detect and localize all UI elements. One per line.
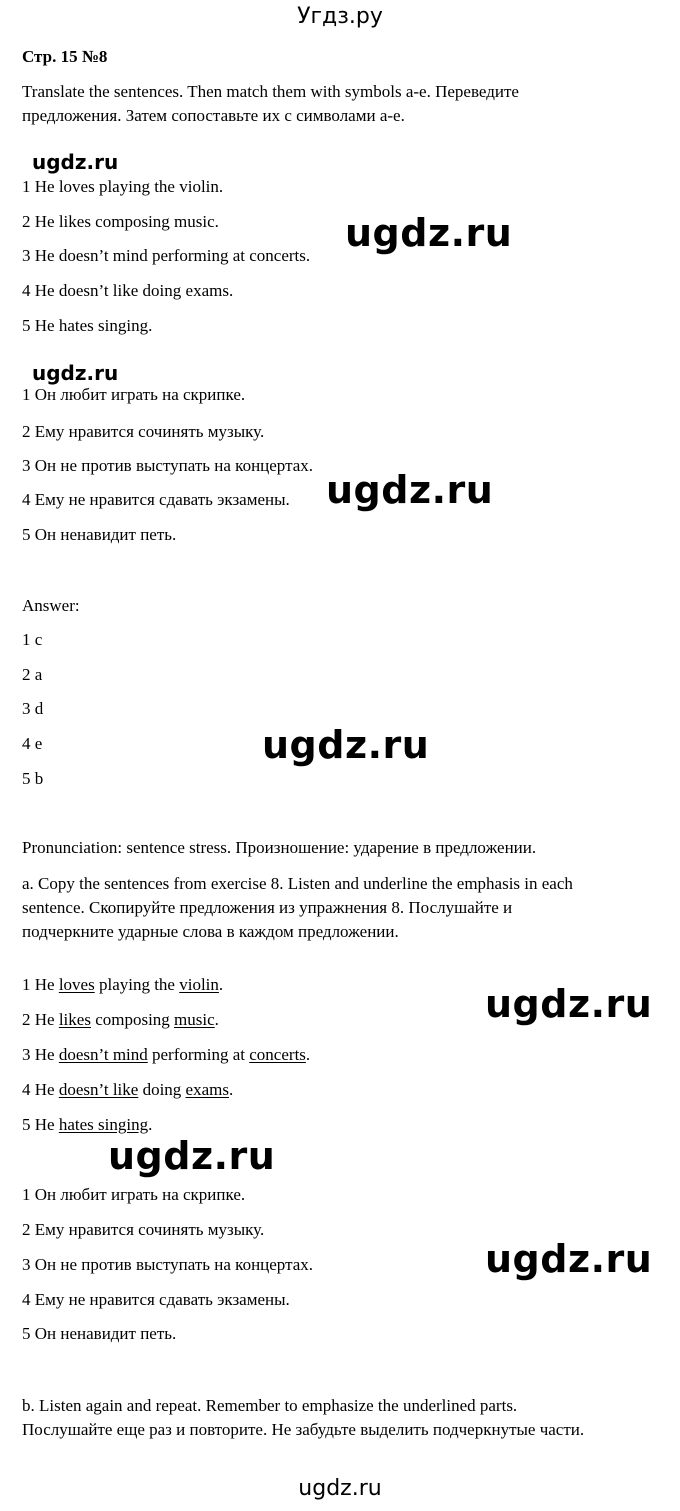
underlined-sentence: 4 He doesn’t like doing exams. bbox=[22, 1080, 234, 1099]
russian-sentence-1: 1 Он любит играть на скрипке. bbox=[22, 1185, 246, 1204]
underlined-sentence: 2 He likes composing music. bbox=[22, 1010, 219, 1029]
exercise-heading: Стр. 15 №8 bbox=[22, 47, 108, 66]
underlined-sentence: 5 He hates singing. bbox=[22, 1115, 153, 1134]
english-sentence-1: 1 He loves playing the violin. bbox=[22, 177, 224, 196]
part-b-line-2: Послушайте еще раз и повторите. Не забудьте выделить подчеркнутые части. bbox=[22, 1420, 585, 1439]
emphasis: exams bbox=[185, 1080, 229, 1099]
watermark-big: ugdz.ru bbox=[485, 1237, 653, 1281]
underlined-sentence: 1 He loves playing the violin. bbox=[22, 975, 224, 994]
watermark-big: ugdz.ru bbox=[485, 982, 653, 1026]
part-a-line-1: a. Copy the sentences from exercise 8. Listen and underline the emphasis in each bbox=[22, 874, 573, 893]
part-b-line-1: b. Listen again and repeat. Remember to emphasize the underlined parts. bbox=[22, 1396, 518, 1415]
russian-sentence-2: 2 Ему нравится сочинять музыку. bbox=[22, 1220, 265, 1239]
answer-item-2: 2 a bbox=[22, 665, 43, 684]
russian-sentence-5: 5 Он ненавидит петь. bbox=[22, 525, 177, 544]
emphasis: loves bbox=[58, 975, 95, 994]
russian-sentence-5: 5 Он ненавидит петь. bbox=[22, 1324, 177, 1343]
emphasis: hates singing bbox=[58, 1115, 149, 1134]
emphasis: music bbox=[174, 1010, 215, 1029]
russian-sentence-1: 1 Он любит играть на скрипке. bbox=[22, 385, 246, 404]
english-sentence-2: 2 He likes composing music. bbox=[22, 212, 219, 231]
watermark-big: ugdz.ru bbox=[326, 468, 494, 512]
watermark-big: ugdz.ru bbox=[345, 211, 513, 255]
english-sentence-3: 3 He doesn’t mind performing at concerts. bbox=[22, 246, 311, 265]
task-line-2: предложения. Затем сопоставьте их с символами a-e. bbox=[22, 106, 405, 125]
part-a-line-3: подчеркните ударные слова в каждом предложении. bbox=[22, 922, 399, 941]
emphasis: concerts bbox=[249, 1045, 306, 1064]
watermark-small: ugdz.ru bbox=[32, 361, 119, 385]
answer-item-1: 1 c bbox=[22, 630, 43, 649]
russian-sentence-3: 3 Он не против выступать на концертах. bbox=[22, 456, 314, 475]
emphasis: doesn’t mind bbox=[58, 1045, 148, 1064]
emphasis: violin bbox=[179, 975, 219, 994]
footer-watermark: ugdz.ru bbox=[298, 1476, 382, 1501]
answer-item-3: 3 d bbox=[22, 699, 44, 718]
english-sentence-4: 4 He doesn’t like doing exams. bbox=[22, 281, 234, 300]
russian-sentence-4: 4 Ему не нравится сдавать экзамены. bbox=[22, 490, 290, 509]
answer-label: Answer: bbox=[22, 596, 80, 615]
site-title: Угдз.ру bbox=[297, 4, 383, 29]
answer-item-4: 4 e bbox=[22, 734, 43, 753]
emphasis: likes bbox=[58, 1010, 91, 1029]
russian-sentence-2: 2 Ему нравится сочинять музыку. bbox=[22, 422, 265, 441]
watermark-small: ugdz.ru bbox=[32, 150, 119, 174]
part-a-line-2: sentence. Скопируйте предложения из упражнения 8. Послушайте и bbox=[22, 898, 513, 917]
underlined-sentence: 3 He doesn’t mind performing at concerts. bbox=[22, 1045, 311, 1064]
emphasis: doesn’t like bbox=[58, 1080, 139, 1099]
watermark-big: ugdz.ru bbox=[108, 1134, 276, 1178]
russian-sentence-4: 4 Ему не нравится сдавать экзамены. bbox=[22, 1290, 290, 1309]
pronunciation-heading: Pronunciation: sentence stress. Произношение: ударение в предложении. bbox=[22, 838, 537, 857]
watermark-big: ugdz.ru bbox=[262, 723, 430, 767]
russian-sentence-3: 3 Он не против выступать на концертах. bbox=[22, 1255, 314, 1274]
answer-item-5: 5 b bbox=[22, 769, 44, 788]
task-line-1: Translate the sentences. Then match them with symbols a-e. Переведите bbox=[22, 82, 519, 101]
english-sentence-5: 5 He hates singing. bbox=[22, 316, 153, 335]
